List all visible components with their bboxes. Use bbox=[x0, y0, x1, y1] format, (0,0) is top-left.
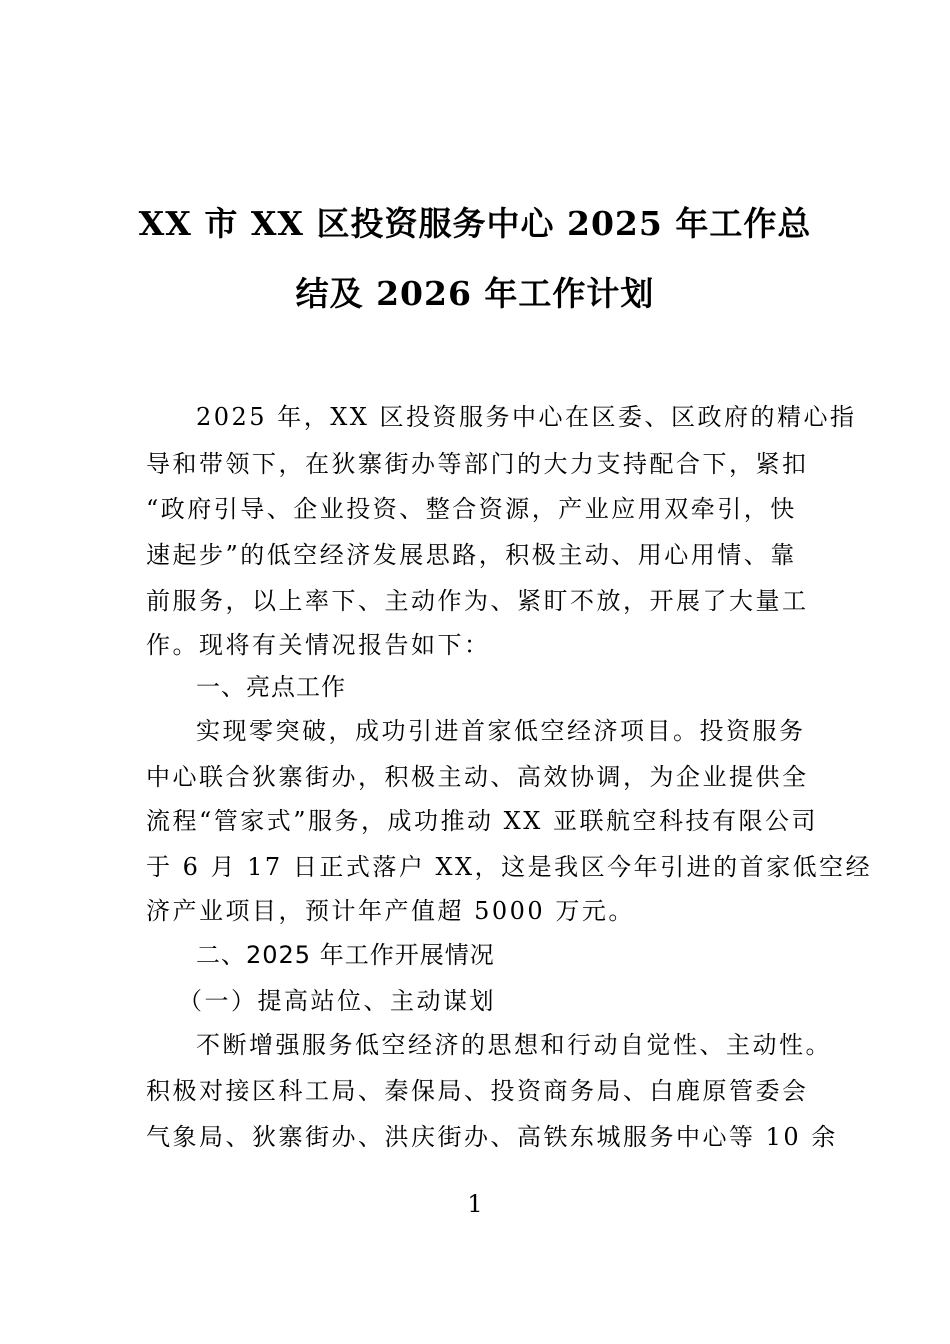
page-number: 1 bbox=[467, 1190, 483, 1218]
intro-paragraph-line: “政府引导、企业投资、整合资源，产业应用双牵引，快 bbox=[146, 495, 797, 523]
intro-paragraph-line: 速起步”的低空经济发展思路，积极主动、用心用情、靠 bbox=[146, 541, 797, 569]
planning-paragraph-line: 不断增强服务低空经济的思想和行动自觉性、主动性。 bbox=[196, 1031, 832, 1059]
document-title-line-2: 结及 2026 年工作计划 bbox=[295, 274, 655, 313]
highlights-paragraph-line: 实现零突破，成功引进首家低空经济项目。投资服务 bbox=[196, 717, 806, 745]
section-heading-work-progress: 二、2025 年工作开展情况 bbox=[196, 941, 495, 969]
intro-paragraph-line: 2025 年，XX 区投资服务中心在区委、区政府的精心指 bbox=[196, 403, 857, 431]
highlights-paragraph-line: 流程“管家式”服务，成功推动 XX 亚联航空科技有限公司 bbox=[146, 807, 818, 835]
highlights-paragraph-line: 济产业项目，预计年产值超 5000 万元。 bbox=[146, 897, 635, 925]
planning-paragraph-line: 气象局、狄寨街办、洪庆街办、高铁东城服务中心等 10 余 bbox=[146, 1123, 838, 1151]
section-heading-highlights: 一、亮点工作 bbox=[196, 673, 346, 701]
intro-paragraph-line: 导和带领下，在狄寨街办等部门的大力支持配合下，紧扣 bbox=[146, 450, 809, 478]
highlights-paragraph-line: 中心联合狄寨街办，积极主动、高效协调，为企业提供全 bbox=[146, 763, 809, 791]
planning-paragraph-line: 积极对接区科工局、秦保局、投资商务局、白鹿原管委会 bbox=[146, 1077, 809, 1105]
intro-paragraph-line: 前服务，以上率下、主动作为、紧盯不放，开展了大量工 bbox=[146, 587, 809, 615]
intro-paragraph-line: 作。现将有关情况报告如下： bbox=[146, 631, 491, 659]
subsection-heading-planning: （一）提高站位、主动谋划 bbox=[178, 987, 496, 1015]
document-title-line-1: XX 市 XX 区投资服务中心 2025 年工作总 bbox=[138, 204, 812, 243]
highlights-paragraph-line: 于 6 月 17 日正式落户 XX，这是我区今年引进的首家低空经 bbox=[146, 853, 873, 881]
